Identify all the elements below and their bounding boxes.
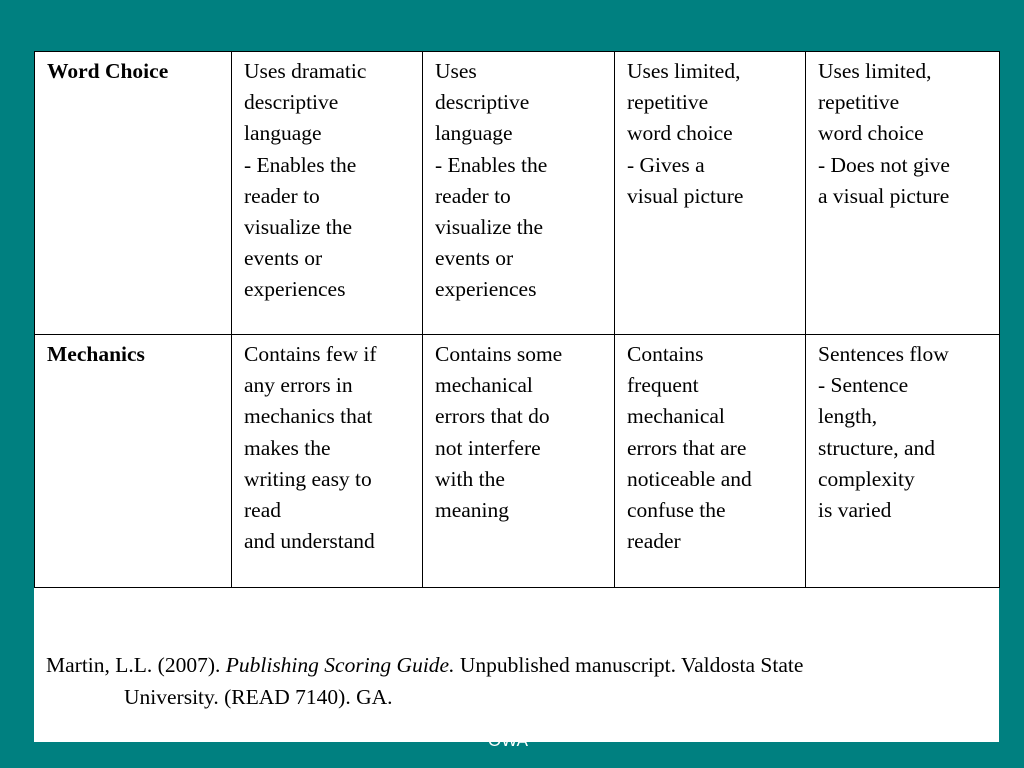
footer-label: OWA xyxy=(488,731,528,750)
scoring-rubric-table xyxy=(34,51,1000,588)
row-header-mechanics: Mechanics xyxy=(35,335,232,588)
citation-reference xyxy=(46,649,986,713)
citation-continuation: University. (READ 7140). GA. xyxy=(124,685,393,709)
citation-title: Publishing Scoring Guide. xyxy=(225,653,455,677)
table-cell: Uses limited, repetitive word choice - Does not give a visual picture xyxy=(806,52,1000,335)
table-cell: Contains few if any errors in mechanics that makes the writing easy to read and understand xyxy=(232,335,423,588)
citation-details: Unpublished manuscript. Valdosta State xyxy=(454,653,804,677)
table-cell: Uses descriptive language - Enables the reader to visualize the events or experiences xyxy=(423,52,615,335)
table-cell: Uses limited, repetitive word choice - Gives a visual picture xyxy=(615,52,806,335)
citation-author-year: Martin, L.L. (2007). xyxy=(46,653,226,677)
table-cell: Uses dramatic descriptive language - Enables the reader to visualize the events or experiences xyxy=(232,52,423,335)
table-cell: Contains frequent mechanical errors that are noticeable and confuse the reader xyxy=(615,335,806,588)
table-row-word-choice xyxy=(35,52,1000,335)
table-cell: Contains some mechanical errors that do not interfere with the meaning xyxy=(423,335,615,588)
row-header-word-choice: Word Choice xyxy=(35,52,232,335)
table-row-mechanics xyxy=(35,335,1000,588)
slide-content-panel xyxy=(34,51,999,742)
table-cell: Sentences flow - Sentence length, structure, and complexity is varied xyxy=(806,335,1000,588)
